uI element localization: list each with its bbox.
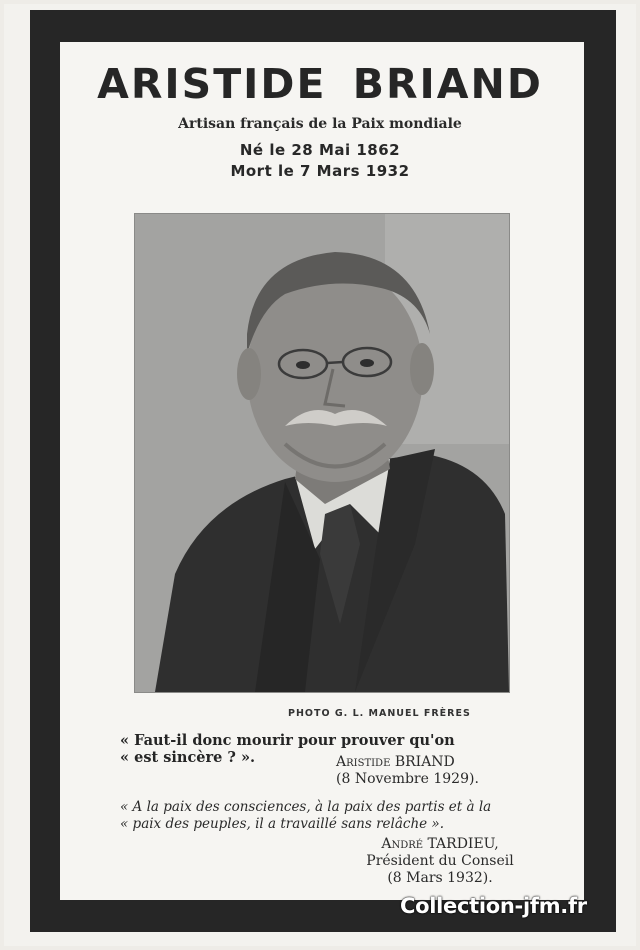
watermark: Collection-jfm.fr <box>400 894 587 918</box>
photo-credit: PHOTO G. L. MANUEL FRÈRES <box>288 708 471 719</box>
quote-briand-date: (8 Novembre 1929). <box>336 771 479 787</box>
quote-briand-line-2: « est sincère ? ». <box>120 749 256 766</box>
quote-tardieu-role: Président du Conseil <box>366 853 514 869</box>
portrait-illustration <box>135 214 509 692</box>
death-date: Mort le 7 Mars 1932 <box>230 162 410 180</box>
quote-briand-author: Aristide BRIAND <box>336 754 455 770</box>
page-title: ARISTIDE BRIAND <box>97 60 543 108</box>
quote-tardieu-date: (8 Mars 1932). <box>387 870 493 886</box>
quote-tardieu-signature <box>320 836 560 887</box>
birth-date: Né le 28 Mai 1862 <box>239 141 401 159</box>
portrait-photo <box>134 213 510 693</box>
quote-tardieu-line-1: « A la paix des consciences, à la paix des partis et à la <box>120 799 492 815</box>
quote-briand-signature <box>336 754 556 788</box>
quote-briand-line-1: « Faut-il donc mourir pour prouver qu'on <box>120 732 455 749</box>
quote-tardieu <box>120 799 570 833</box>
quote-tardieu-line-2: « paix des peuples, il a travaillé sans relâche ». <box>120 816 444 832</box>
subtitle: Artisan français de la Paix mondiale <box>178 116 462 132</box>
quote-tardieu-author: André TARDIEU, <box>381 836 499 852</box>
